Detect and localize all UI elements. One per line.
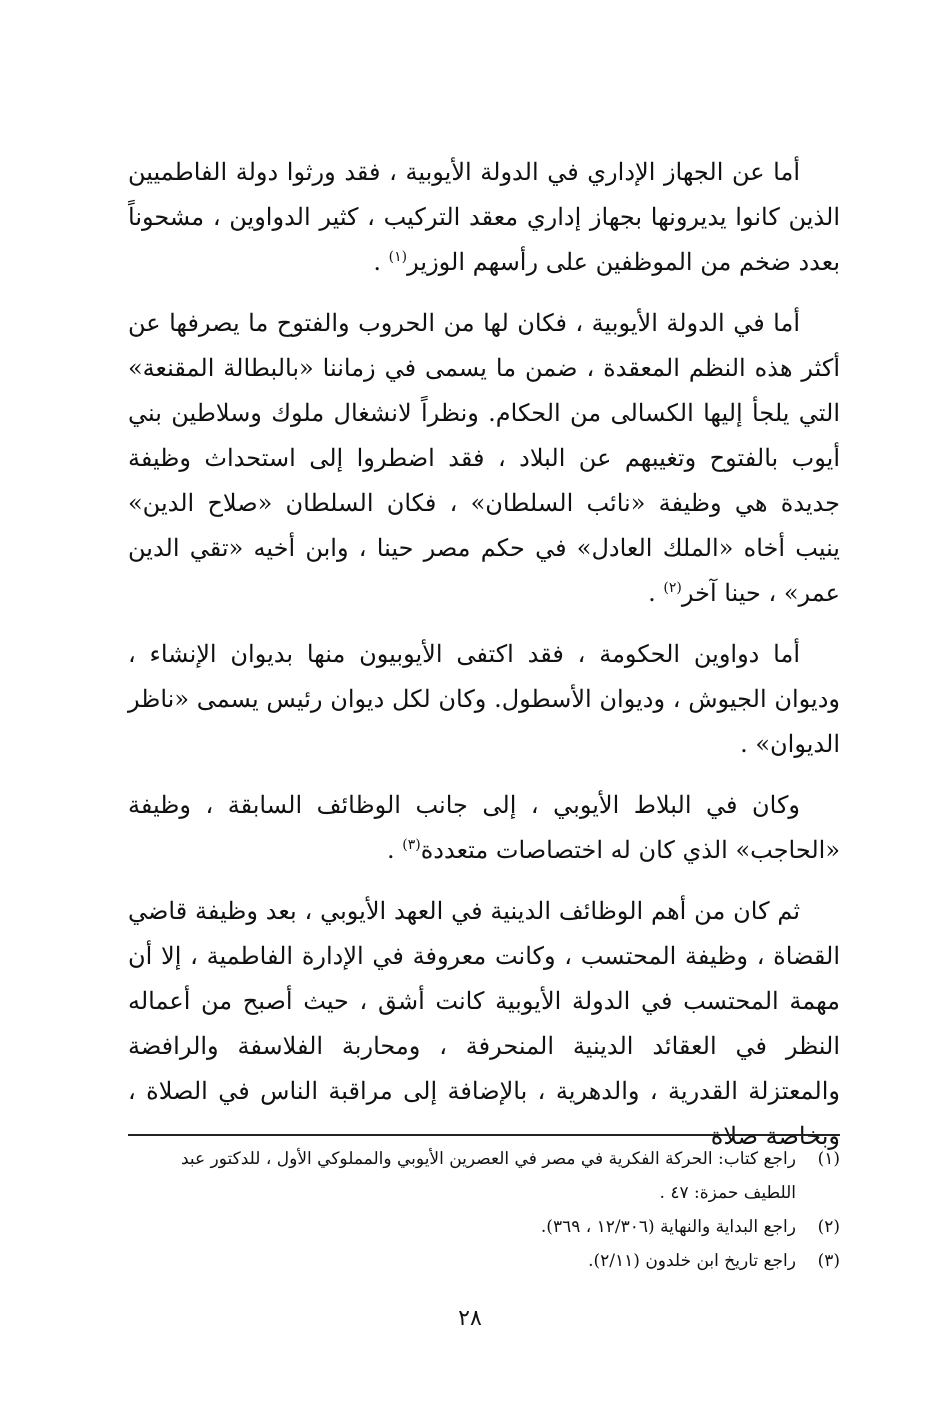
footnotes: [128, 1142, 840, 1278]
footnote-number: (١): [817, 1149, 840, 1169]
footnote-number: (٢): [817, 1217, 840, 1237]
page-number: ٢٨: [458, 1306, 482, 1331]
paragraph-text: وكان في البلاط الأيوبي ، إلى جانب الوظائف السابقة ، وظيفة «الحاجب» الذي كان له اختصاصات متعددة: [128, 791, 840, 864]
paragraph-2: [128, 301, 840, 616]
footnote-3: [128, 1244, 840, 1278]
footnote-text: راجع البداية والنهاية (١٢/٣٠٦ ، ٣٦٩).: [540, 1217, 796, 1237]
paragraph-end: .: [648, 579, 664, 607]
paragraph-text: أما عن الجهاز الإداري في الدولة الأيوبية ، فقد ورثوا دولة الفاطميين الذين كانوا يديرونها بجهاز إداري معقد التركيب ، كثير الدواوين ، مشحوناً بعدد ضخم من الموظفين على رأسهم الوزير: [128, 158, 840, 276]
footnote-1: [128, 1142, 840, 1210]
paragraph-text: ثم كان من أهم الوظائف الدينية في العهد الأيوبي ، بعد وظيفة قاضي القضاة ، وظيفة المحتسب ، وكانت معروفة في الإدارة الفاطمية ، إلا أن مهمة المحتسب في الدولة الأيوبية كانت أشق ، حيث أصبح من أعماله النظر في العقائد الدينية المنحرفة ، ومحاربة الفلاسفة والرافضة والمعتزلة القدرية ، والدهرية ، بالإضافة إلى مراقبة الناس في الصلاة ، وبخاصة صلاة: [128, 897, 840, 1150]
paragraph-1: [128, 150, 840, 285]
footnote-marker[interactable]: (٣): [402, 837, 421, 853]
paragraph-text: أما في الدولة الأيوبية ، فكان لها من الحروب والفتوح ما يصرفها عن أكثر هذه النظم المعقدة ، ضمن ما يسمى في زماننا «بالبطالة المقنعة» التي يلجأ إليها الكسالى من الحكام. ونظراً لانشغال ملوك وسلاطين بني أيوب بالفتوح وتغيبهم عن البلاد ، فقد اضطروا إلى استحداث وظيفة جديدة هي وظيفة «نائب السلطان» ، فكان السلطان «صلاح الدين» ينيب أخاه «الملك العادل» في حكم مصر حينا ، وابن أخيه «تقي الدين عمر» ، حينا آخر: [128, 309, 840, 607]
paragraph-end: .: [386, 836, 403, 864]
paragraph-end: .: [373, 248, 389, 276]
paragraph-text: أما دواوين الحكومة ، فقد اكتفى الأيوبيون منها بديوان الإنشاء ، وديوان الجيوش ، وديوان الأسطول. وكان لكل ديوان رئيس يسمى «ناظر الديوان» .: [128, 640, 840, 758]
paragraph-5: [128, 889, 840, 1159]
footnote-divider: [128, 1134, 840, 1136]
footnote-marker[interactable]: (١): [388, 249, 408, 265]
footnote-2: [128, 1210, 840, 1244]
footnote-text: راجع كتاب: الحركة الفكرية في مصر في العصرين الأيوبي والمملوكي الأول ، للدكتور عبد اللطيف حمزة: ٤٧ .: [180, 1149, 796, 1203]
footnote-marker[interactable]: (٢): [663, 580, 682, 596]
main-text: [128, 150, 840, 1159]
footnote-text: راجع تاريخ ابن خلدون (٢/١١).: [588, 1251, 796, 1271]
footnote-number: (٣): [817, 1251, 840, 1271]
paragraph-4: [128, 783, 840, 873]
paragraph-3: [128, 632, 840, 767]
